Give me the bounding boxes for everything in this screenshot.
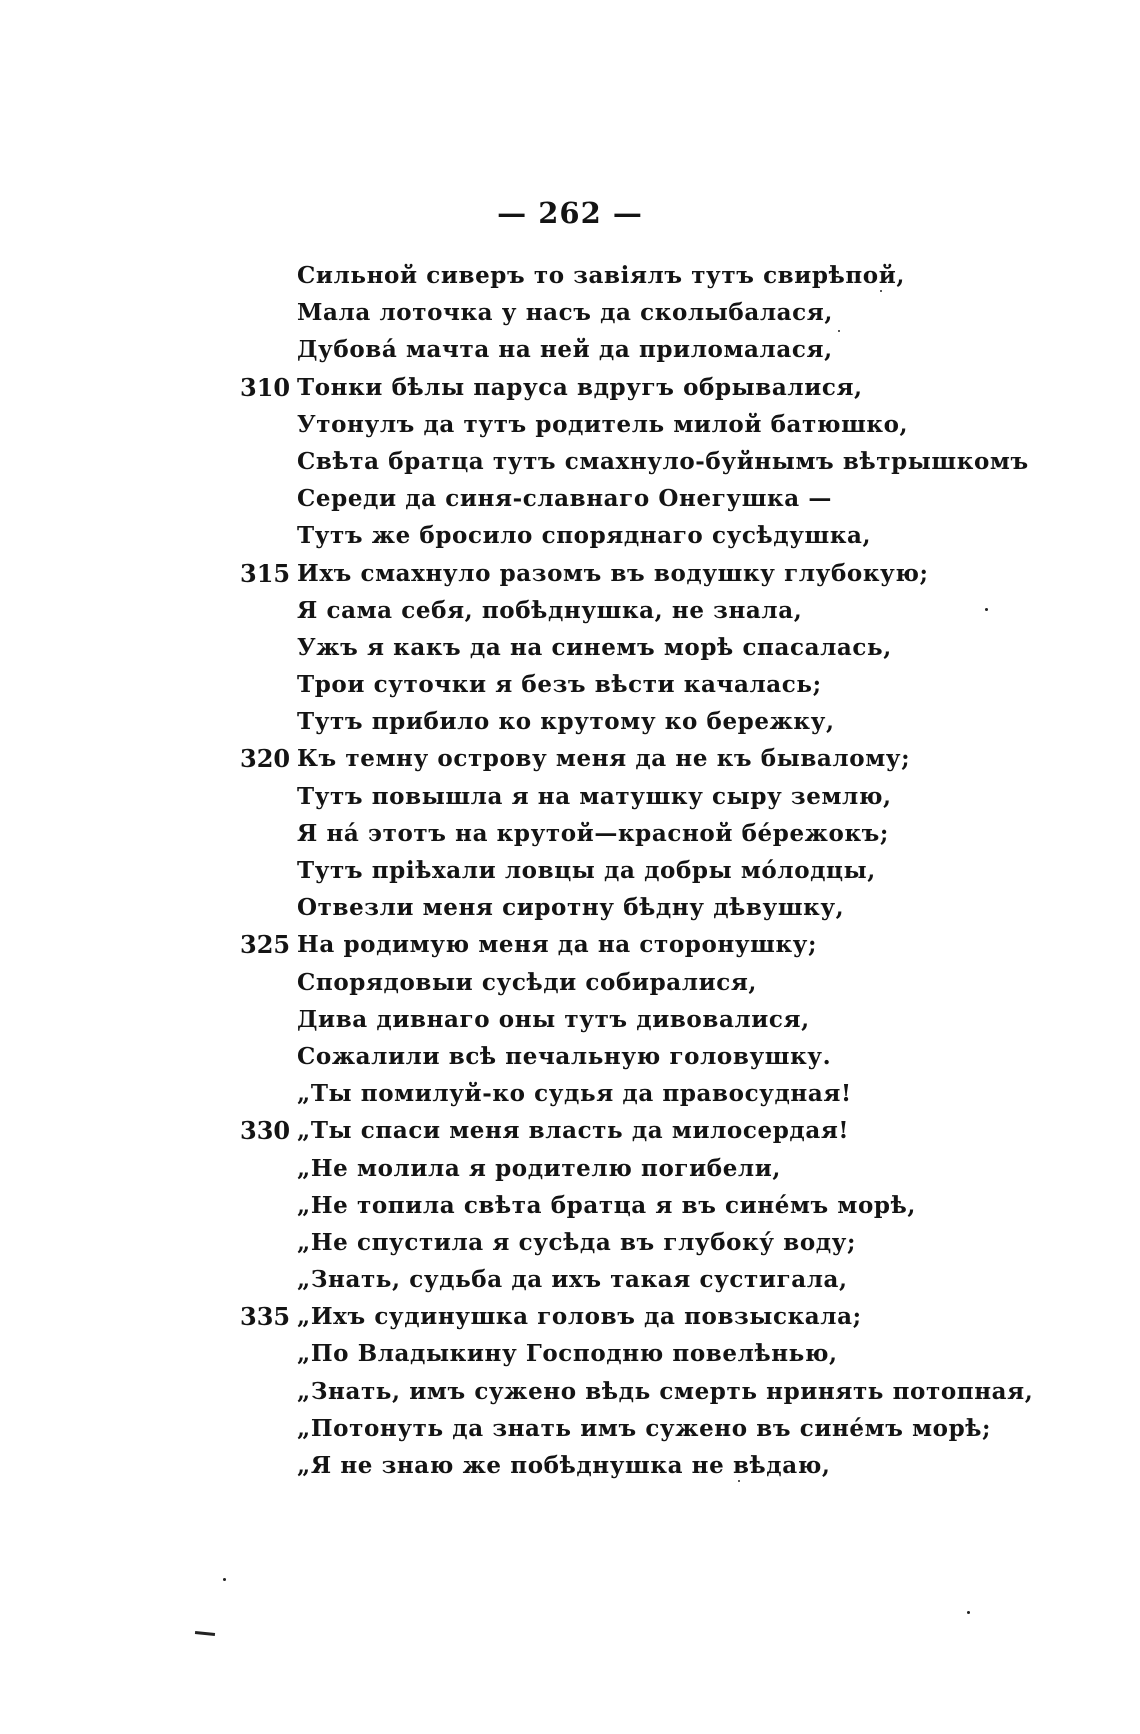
poem-line [0,740,1140,777]
poem-line [0,1224,1140,1261]
line-number: 325 [240,930,291,960]
poem-line [0,1447,1140,1484]
poem-line [0,1075,1140,1112]
line-text: Дубова́ мачта на ней да приломалася, [297,336,833,364]
poem-line [0,964,1140,1001]
poem-line [0,294,1140,331]
line-number: 330 [240,1116,291,1146]
line-text: Трои суточки я безъ вѣсти качалась; [297,671,822,699]
line-text: Сожалили всѣ печальную головушку. [297,1042,832,1070]
poem-line [0,1373,1140,1410]
line-text: „Знать, имъ сужено вѣдь смерть нринять потопная, [297,1377,1034,1405]
scan-mark [195,1631,215,1636]
line-text: Середи да синя-славнаго Онегушка — [297,485,832,513]
line-number: 310 [240,372,291,402]
line-text: „Не топила свѣта братца я въ сине́мъ морѣ, [297,1191,916,1219]
poem-line [0,1187,1140,1224]
poem-line [0,1112,1140,1149]
poem-line [0,1261,1140,1298]
line-text: „Я не знаю же побѣднушка не вѣдаю, [297,1452,831,1479]
line-text: Тутъ же бросило споряднаго сусѣдушка, [297,522,872,550]
line-text: Я на́ этотъ на крутой—красной бе́режокъ; [297,819,889,847]
line-text: Спорядовыи сусѣди собиралися, [297,968,758,996]
line-number: 335 [240,1302,291,1332]
line-text: Тонки бѣлы паруса вдругъ обрывалися, [297,373,863,401]
line-text: „Ихъ судинушка головъ да повзыскала; [297,1303,862,1331]
line-number: 320 [240,744,291,774]
line-text: Мала лоточка у насъ да сколыбалася, [297,299,833,327]
scan-speck [838,330,840,332]
poem-line [0,369,1140,406]
line-number: 315 [240,558,291,588]
poem-line [0,331,1140,368]
line-text: Тутъ повышла я на матушку сыру землю, [297,782,892,810]
poem-line [0,1150,1140,1187]
scan-speck [880,290,882,292]
line-text: Я сама себя, побѣднушка, не знала, [297,596,803,624]
poem-line [0,406,1140,443]
line-text: Къ темну острову меня да не къ бывалому; [297,745,911,773]
poem-text [0,257,1140,1484]
poem-line [0,443,1140,480]
scan-speck [738,1480,740,1482]
line-text: На родимую меня да на сторонушку; [297,931,818,959]
page-number: — 262 — [497,196,643,230]
line-text: „Ты спаси меня власть да милосердая! [297,1117,850,1145]
poem-line [0,592,1140,629]
poem-line [0,889,1140,926]
poem-line [0,257,1140,294]
poem-line [0,1001,1140,1038]
line-text: Сильной сиверъ то завіялъ тутъ свирѣпой, [297,262,906,289]
line-text: Дива дивнаго оны тутъ дивовалися, [297,1005,810,1033]
poem-line [0,852,1140,889]
line-text: „Потонуть да знать имъ сужено въ сине́мъ морѣ; [297,1414,992,1442]
poem-line [0,480,1140,517]
line-text: „Не молила я родителю погибели, [297,1154,782,1182]
poem-line [0,629,1140,666]
line-text: Свѣта братца тутъ смахнуло-буйнымъ вѣтрышкомъ [297,447,1029,475]
poem-line [0,703,1140,740]
poem-line [0,666,1140,703]
poem-line [0,1298,1140,1335]
line-text: Тутъ пріѣхали ловцы да добры мо́лодцы, [297,857,876,884]
line-text: Ихъ смахнуло разомъ въ водушку глубокую; [297,559,929,587]
poem-line [0,1038,1140,1075]
line-text: „Ты помилуй-ко судья да правосудная! [297,1080,852,1108]
poem-line [0,926,1140,963]
poem-line [0,555,1140,592]
poem-line [0,815,1140,852]
line-text: Тутъ прибило ко крутому ко бережку, [297,708,835,736]
poem-line [0,1335,1140,1372]
scan-speck [967,1611,970,1614]
line-text: „Знать, судьба да ихъ такая сустигала, [297,1266,848,1294]
line-text: „Не спустила я сусѣда въ глубоку́ воду; [297,1228,857,1256]
poem-line [0,778,1140,815]
poem-line [0,1410,1140,1447]
line-text: „По Владыкину Господню повелѣнью, [297,1340,838,1368]
line-text: Утонулъ да тутъ родитель милой батюшко, [297,410,909,438]
scan-speck [985,608,988,611]
poem-line [0,517,1140,554]
line-text: Отвезли меня сиротну бѣдну дѣвушку, [297,894,845,922]
scan-speck [223,1578,226,1581]
line-text: Ужъ я какъ да на синемъ морѣ спасалась, [297,633,892,661]
